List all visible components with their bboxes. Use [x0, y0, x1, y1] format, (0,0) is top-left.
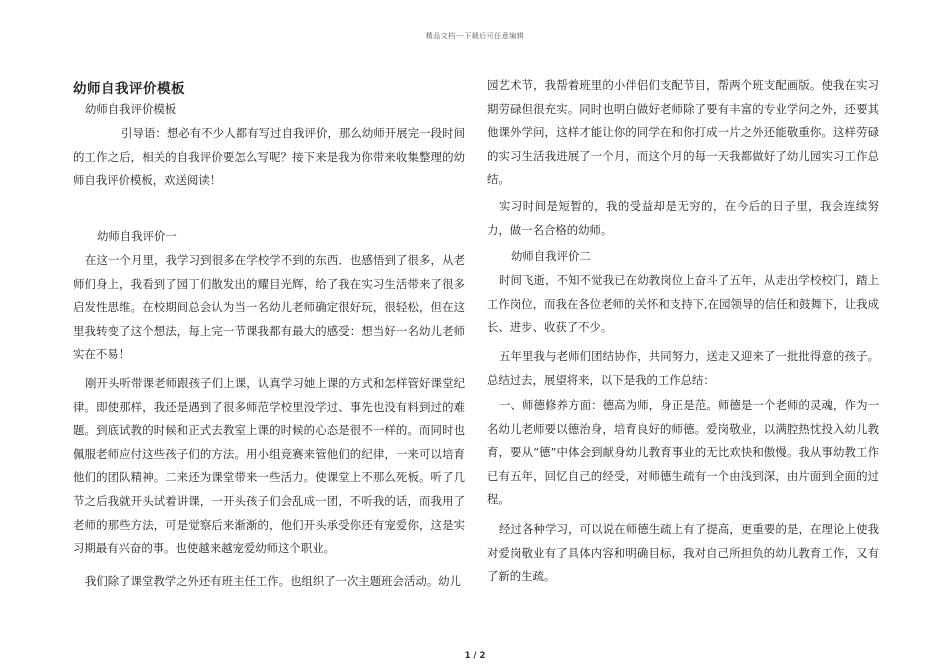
page-number: 1 / 2 — [464, 651, 486, 661]
section-two-paragraph-1: 时间飞逝，不知不觉我已在幼教岗位上奋斗了五年，从走出学校校门，踏上工作岗位，而我在各位老师的关怀和支持下,在园领导的信任和鼓舞下，让我成长、进步、收获了不少。 — [487, 273, 879, 335]
section-one-heading: 幼师自我评价一 — [97, 229, 177, 243]
section-one-paragraph-4: 实习时间是短暂的，我的受益却是无穷的，在今后的日子里，我会连续努力，做一名合格的幼师。 — [487, 199, 879, 237]
section-one-paragraph-3: 我们除了课堂教学之外还有班主任工作。也组织了一次主题班会活动。幼儿 — [85, 574, 461, 588]
page-header: 精品文档---下载后可任意编辑 — [425, 32, 525, 40]
paragraph-3-continuation-text: 园艺术节，我帮着班里的小伴侣们支配节目，帮两个班支配画版。使我在实习期劳碌但很充实。同时也明白做好老师除了要有丰富的专业学问之外，还要其他课外学问，这样才能让你的同学在和你打成一片之外还能敬重你。这样劳碌的实习生活我进展了一个月，而这个月的每一天我都做好了幼儿园实习工作总结。 — [487, 78, 879, 187]
section-two-paragraph-3: 一、师德修养方面：德高为师，身正是范。师德是一个老师的灵魂，作为一名幼儿老师要以德治身，培育良好的师德。爱岗敬业，以满腔热忱投入幼儿教育，要从“德”中体会到献身幼儿教育事业的无比欢快和傲慢。我从事幼教工作已有五年，回忆自己的经受，对师德生疏有一个由浅到深，由片面到全面的过程。 — [487, 398, 879, 507]
section-one-paragraph-2: 刚开头听带课老师跟孩子们上课，认真学习她上课的方式和怎样管好课堂纪律。即使那样，我还是遇到了很多师范学校里没学过、事先也没有料到过的难题。到底试教的时候和正式去教室上课的时候的心态是很不一样的。而同时也佩服老师应付这些孩子们的方法。用小组竞赛来管他们的纪律，一来可以培育他们的团队精神。二来还为课堂带来一些活力。使课堂上不那么死板。听了几节之后我就开头试着讲课，一开头孩子们会乱成一团，不听我的话，而我用了老师的那些方法，可是觉察后来渐渐的，他们开头承受你还有宠爱你，这是实习期最有兴奋的事。也使越来越宠爱幼师这个职业。 — [73, 376, 465, 556]
intro-paragraph: 引导语：想必有不少人都有写过自我评价，那么幼师开展完一段时间的工作之后，相关的自我评价要怎么写呢？接下来是我为你带来收集整理的幼师自我评价模板，欢送阅读！ — [73, 126, 465, 188]
section-two-paragraph-4: 经过各种学习，可以说在师德生疏上有了提高，更重要的是，在理论上使我对爱岗敬业有了具体内容和明确目标，我对自己所担负的幼儿教育工作，又有了新的生疏。 — [487, 522, 879, 584]
section-one-paragraph-1: 在这一个月里，我学习到很多在学校学不到的东西．也感悟到了很多，从老师们身上，我看到了园丁们散发出的耀目光辉，给了我在实习生活带来了很多启发性思维。在校期间总会认为当一名幼儿老师确定很好玩，很轻松，但在这里我转变了这个想法，每上完一节课我都有最大的感受：想当好一名幼儿老师实在不易！ — [73, 253, 465, 362]
section-one-paragraph-3-continued — [487, 74, 879, 194]
subtitle: 幼师自我评价模板 — [85, 102, 177, 116]
section-two-paragraph-2: 五年里我与老师们团结协作，共同努力，送走又迎来了一批批得意的孩子。总结过去，展望将来，以下是我的工作总结： — [487, 349, 879, 387]
document-title: 幼师自我评价模板 — [73, 81, 185, 97]
section-two-heading: 幼师自我评价二 — [511, 249, 591, 263]
